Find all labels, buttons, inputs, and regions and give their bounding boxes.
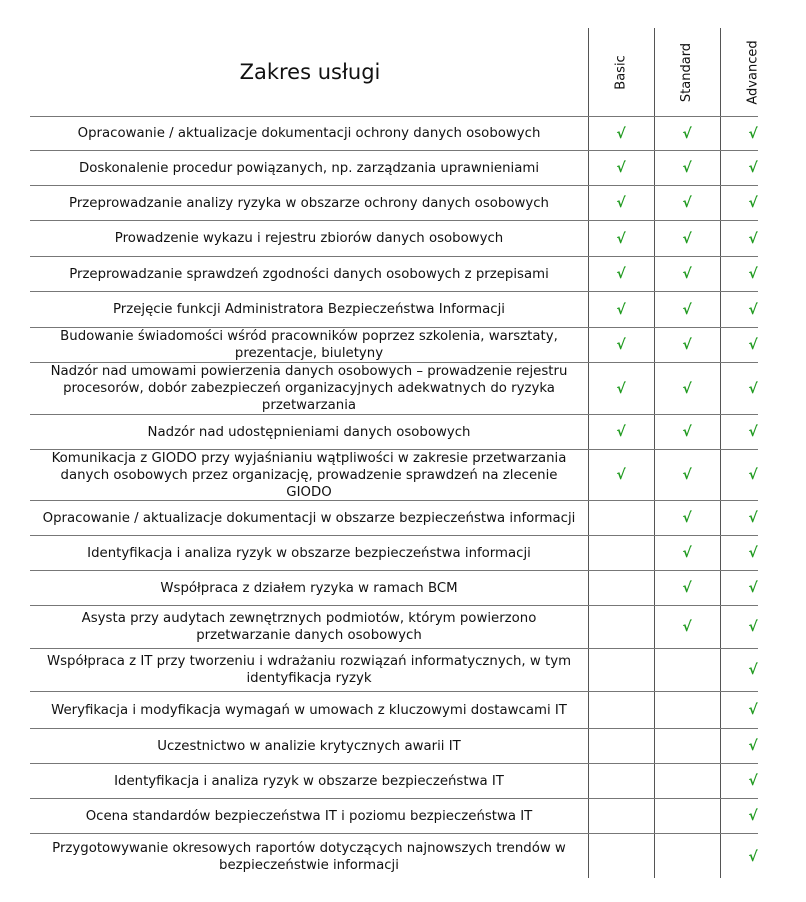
checkmark-icon: √ (748, 545, 758, 561)
service-row-label: Budowanie świadomości wśród pracowników poprzez szkolenia, warsztaty, prezentacje, biuletyny (60, 329, 558, 361)
checkmark-icon: √ (748, 849, 758, 865)
checkmark-icon: √ (748, 195, 758, 211)
column-header-advanced-label: Advanced (745, 39, 761, 105)
checkmark-icon: √ (748, 337, 758, 353)
checkmark-icon: √ (616, 125, 626, 142)
checkmark-icon: √ (748, 301, 758, 318)
checkmark-icon: √ (748, 662, 758, 678)
service-row-label: Współpraca z działem ryzyka w ramach BCM (160, 580, 458, 596)
checkmark-icon: √ (748, 580, 758, 596)
checkmark-icon: √ (682, 160, 692, 176)
checkmark-icon: √ (748, 125, 758, 142)
service-row-label: Komunikacja z GIODO przy wyjaśnianiu wątpliwości w zakresie przetwarzania danych osobowych przez organizację, prowadzenie sprawdzeń na zlecenie GIODO (51, 450, 567, 500)
checkmark-icon: √ (616, 380, 626, 397)
service-row-label: Nadzór nad umowami powierzenia danych osobowych – prowadzenie rejestru procesorów, dobór zabezpieczeń organizacyjnych adekwatnych do ryzyka przetwarzania (50, 364, 568, 413)
checkmark-icon: √ (748, 702, 758, 718)
checkmark-icon: √ (748, 619, 758, 635)
checkmark-icon: √ (682, 337, 692, 353)
service-row-label: Przeprowadzanie sprawdzeń zgodności danych osobowych z przepisami (69, 266, 549, 282)
checkmark-icon: √ (748, 467, 758, 483)
checkmark-icon: √ (616, 424, 626, 440)
checkmark-icon: √ (748, 738, 758, 754)
checkmark-icon: √ (682, 510, 692, 526)
checkmark-icon: √ (682, 125, 692, 142)
checkmark-icon: √ (616, 266, 626, 282)
service-row-label: Ocena standardów bezpieczeństwa IT i poziomu bezpieczeństwa IT (85, 808, 533, 824)
checkmark-icon: √ (682, 301, 692, 318)
service-row-label: Uczestnictwo w analizie krytycznych awarii IT (157, 738, 461, 754)
checkmark-icon: √ (682, 380, 692, 397)
service-row-label: Przygotowywanie okresowych raportów dotyczących najnowszych trendów w bezpieczeństwie informacji (52, 841, 566, 873)
checkmark-icon: √ (616, 230, 626, 247)
column-header-standard-label: Standard (679, 42, 695, 102)
service-row-label: Opracowanie / aktualizacje dokumentacji ochrony danych osobowych (77, 126, 541, 141)
checkmark-icon: √ (748, 160, 758, 176)
service-row-label: Identyfikacja i analiza ryzyk w obszarze bezpieczeństwa informacji (87, 545, 531, 561)
service-row-label: Przejęcie funkcji Administratora Bezpieczeństwa Informacji (113, 302, 505, 317)
service-row-label: Asysta przy audytach zewnętrznych podmiotów, którym powierzono przetwarzanie danych osobowych (81, 611, 537, 643)
service-row-label: Doskonalenie procedur powiązanych, np. zarządzania uprawnieniami (78, 160, 540, 176)
checkmark-icon: √ (748, 808, 758, 824)
service-row-label: Przeprowadzanie analizy ryzyka w obszarze ochrony danych osobowych (69, 195, 549, 211)
checkmark-icon: √ (748, 424, 758, 440)
checkmark-icon: √ (682, 195, 692, 211)
checkmark-icon: √ (682, 230, 692, 247)
checkmark-icon: √ (616, 467, 626, 483)
service-row-label: Identyfikacja i analiza ryzyk w obszarze bezpieczeństwa IT (114, 773, 504, 789)
checkmark-icon: √ (748, 510, 758, 526)
column-header-basic-label: Basic (613, 54, 629, 90)
checkmark-icon: √ (748, 230, 758, 247)
checkmark-icon: √ (682, 580, 692, 596)
checkmark-icon: √ (748, 773, 758, 789)
checkmark-icon: √ (748, 380, 758, 397)
column-header-advanced (721, 28, 785, 116)
column-header-standard (655, 28, 719, 116)
column-header-basic (589, 28, 653, 116)
service-row-label: Współpraca z IT przy tworzeniu i wdrażaniu rozwiązań informatycznych, w tym identyfikacja ryzyk (46, 654, 572, 686)
service-row-label: Prowadzenie wykazu i rejestru zbiorów danych osobowych (114, 231, 504, 246)
checkmark-icon: √ (616, 337, 626, 353)
service-row-label: Weryfikacja i modyfikacja wymagań w umowach z kluczowymi dostawcami IT (51, 702, 567, 718)
checkmark-icon: √ (748, 266, 758, 282)
service-row-label: Opracowanie / aktualizacje dokumentacji w obszarze bezpieczeństwa informacji (42, 510, 576, 526)
checkmark-icon: √ (682, 467, 692, 483)
checkmark-icon: √ (682, 619, 692, 635)
checkmark-icon: √ (616, 195, 626, 211)
checkmark-icon: √ (616, 301, 626, 318)
table-title: Zakres usługi (239, 60, 381, 84)
service-row-label: Nadzór nad udostępnieniami danych osobowych (147, 424, 471, 440)
checkmark-icon: √ (682, 424, 692, 440)
checkmark-icon: √ (682, 266, 692, 282)
checkmark-icon: √ (616, 160, 626, 176)
checkmark-icon: √ (682, 545, 692, 561)
